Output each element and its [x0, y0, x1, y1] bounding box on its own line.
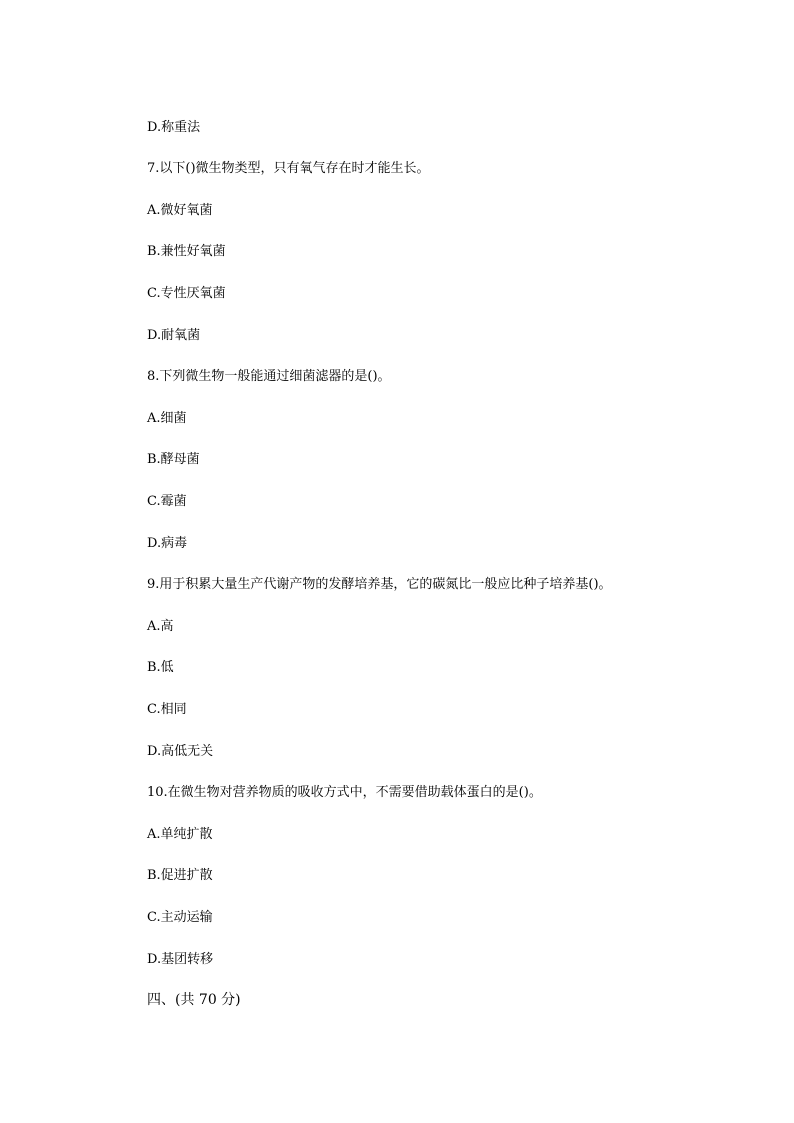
q7-option-c: C.专性厌氧菌: [147, 286, 226, 301]
q10-option-a: A.单纯扩散: [147, 827, 213, 842]
q7-option-a: A.微好氧菌: [147, 203, 213, 218]
q8-option-c: C.霉菌: [147, 494, 187, 509]
q8-option-d: D.病毒: [147, 536, 188, 551]
question-10: 10.在微生物对营养物质的吸收方式中，不需要借助载体蛋白的是()。: [147, 785, 542, 800]
q9-option-c: C.相同: [147, 702, 187, 717]
q7-option-b: B.兼性好氧菌: [147, 244, 226, 259]
section-4-heading: 四、(共 70 分): [147, 992, 241, 1008]
question-7: 7.以下()微生物类型，只有氧气存在时才能生长。: [147, 161, 430, 176]
q8-option-b: B.酵母菌: [147, 452, 200, 467]
question-8: 8.下列微生物一般能通过细菌滤器的是()。: [147, 369, 391, 384]
q9-option-b: B.低: [147, 660, 174, 675]
q6-option-d: D.称重法: [147, 120, 201, 135]
q10-option-d: D.基团转移: [147, 952, 214, 967]
question-9: 9.用于积累大量生产代谢产物的发酵培养基，它的碳氮比一般应比种子培养基()。: [147, 577, 612, 592]
q10-option-b: B.促进扩散: [147, 868, 213, 883]
q9-option-d: D.高低无关: [147, 744, 214, 759]
q7-option-d: D.耐氧菌: [147, 328, 201, 343]
q10-option-c: C.主动运输: [147, 910, 213, 925]
q8-option-a: A.细菌: [147, 411, 187, 426]
q9-option-a: A.高: [147, 619, 174, 634]
